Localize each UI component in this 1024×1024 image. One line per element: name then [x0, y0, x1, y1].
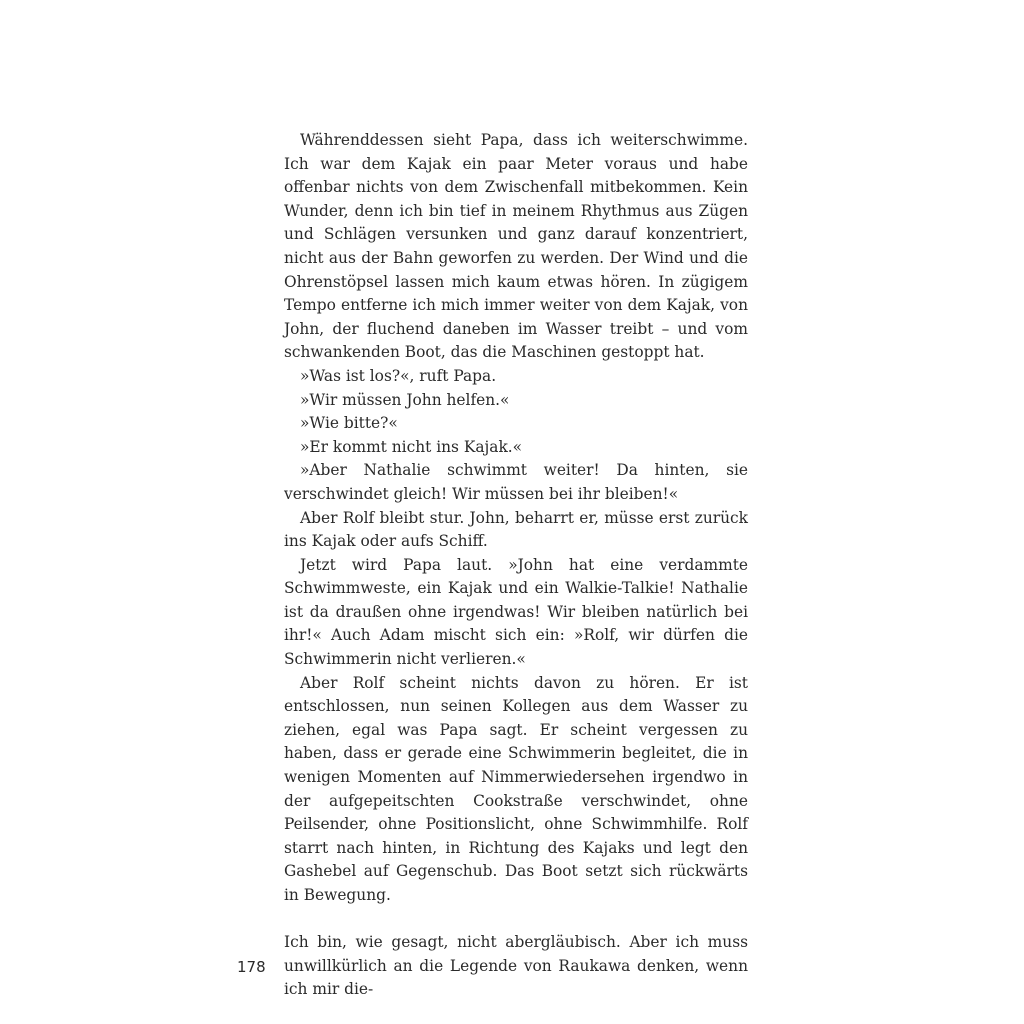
dialogue-line: »Er kommt nicht ins Kajak.«: [300, 437, 523, 456]
page-number: 178: [237, 958, 266, 976]
dialogue-line: »Aber Nathalie schwimmt weiter! Da hinten, sie verschwindet gleich! Wir müssen bei ihr bleiben!«: [284, 461, 748, 503]
paragraph: Aber Rolf scheint nichts davon zu hören. Er ist entschlossen, nun seinen Kollegen aus dem Wasser zu ziehen, egal was Papa sagt. Er scheint vergessen zu haben, dass er gerade eine Schwimmerin begleitet, die in wenigen Momenten auf Nimmerwiedersehen irgendwo in der aufgepeitschten Cookstraße verschwindet, ohne Peilsender, ohne Positionslicht, ohne Schwimmhilfe. Rolf starrt nach hinten, in Richtung des Kajaks und legt den Gashebel auf Gegenschub. Das Boot setzt sich rückwärts in Bewegung.: [284, 673, 748, 904]
dialogue-line: »Was ist los?«, ruft Papa.: [300, 366, 497, 385]
paragraph: Aber Rolf bleibt stur. John, beharrt er, müsse erst zurück ins Kajak oder aufs Schiff.: [284, 508, 748, 551]
body-text: [284, 129, 748, 1002]
dialogue-line: »Wie bitte?«: [300, 414, 398, 433]
paragraph: Währenddessen sieht Papa, dass ich weiterschwimme. Ich war dem Kajak ein paar Meter voraus und habe offenbar nichts von dem Zwischenfall mitbekommen. Kein Wunder, denn ich bin tief in meinem Rhythmus aus Zügen und Schlägen versunken und ganz darauf konzentriert, nicht aus der Bahn geworfen zu werden. Der Wind und die Ohrenstöpsel lassen mich kaum etwas hören. In zügigem Tempo entferne ich mich immer weiter von dem Kajak, von John, der fluchend daneben im Wasser treibt – und vom schwankenden Boot, das die Maschinen gestoppt hat.: [284, 131, 748, 362]
paragraph: Jetzt wird Papa laut. »John hat eine verdammte Schwimmweste, ein Kajak und ein Walkie-Talkie! Nathalie ist da draußen ohne irgendwas! Wir bleiben natürlich bei ihr!« Auch Adam mischt sich ein: »Rolf, wir dürfen die Schwimmerin nicht verlieren.«: [284, 555, 748, 669]
paragraph: Ich bin, wie gesagt, nicht abergläubisch. Aber ich muss unwillkürlich an die Legende von Raukawa denken, wenn ich mir die-: [284, 933, 748, 999]
dialogue-line: »Wir müssen John helfen.«: [300, 390, 510, 409]
section-break: [284, 908, 748, 932]
